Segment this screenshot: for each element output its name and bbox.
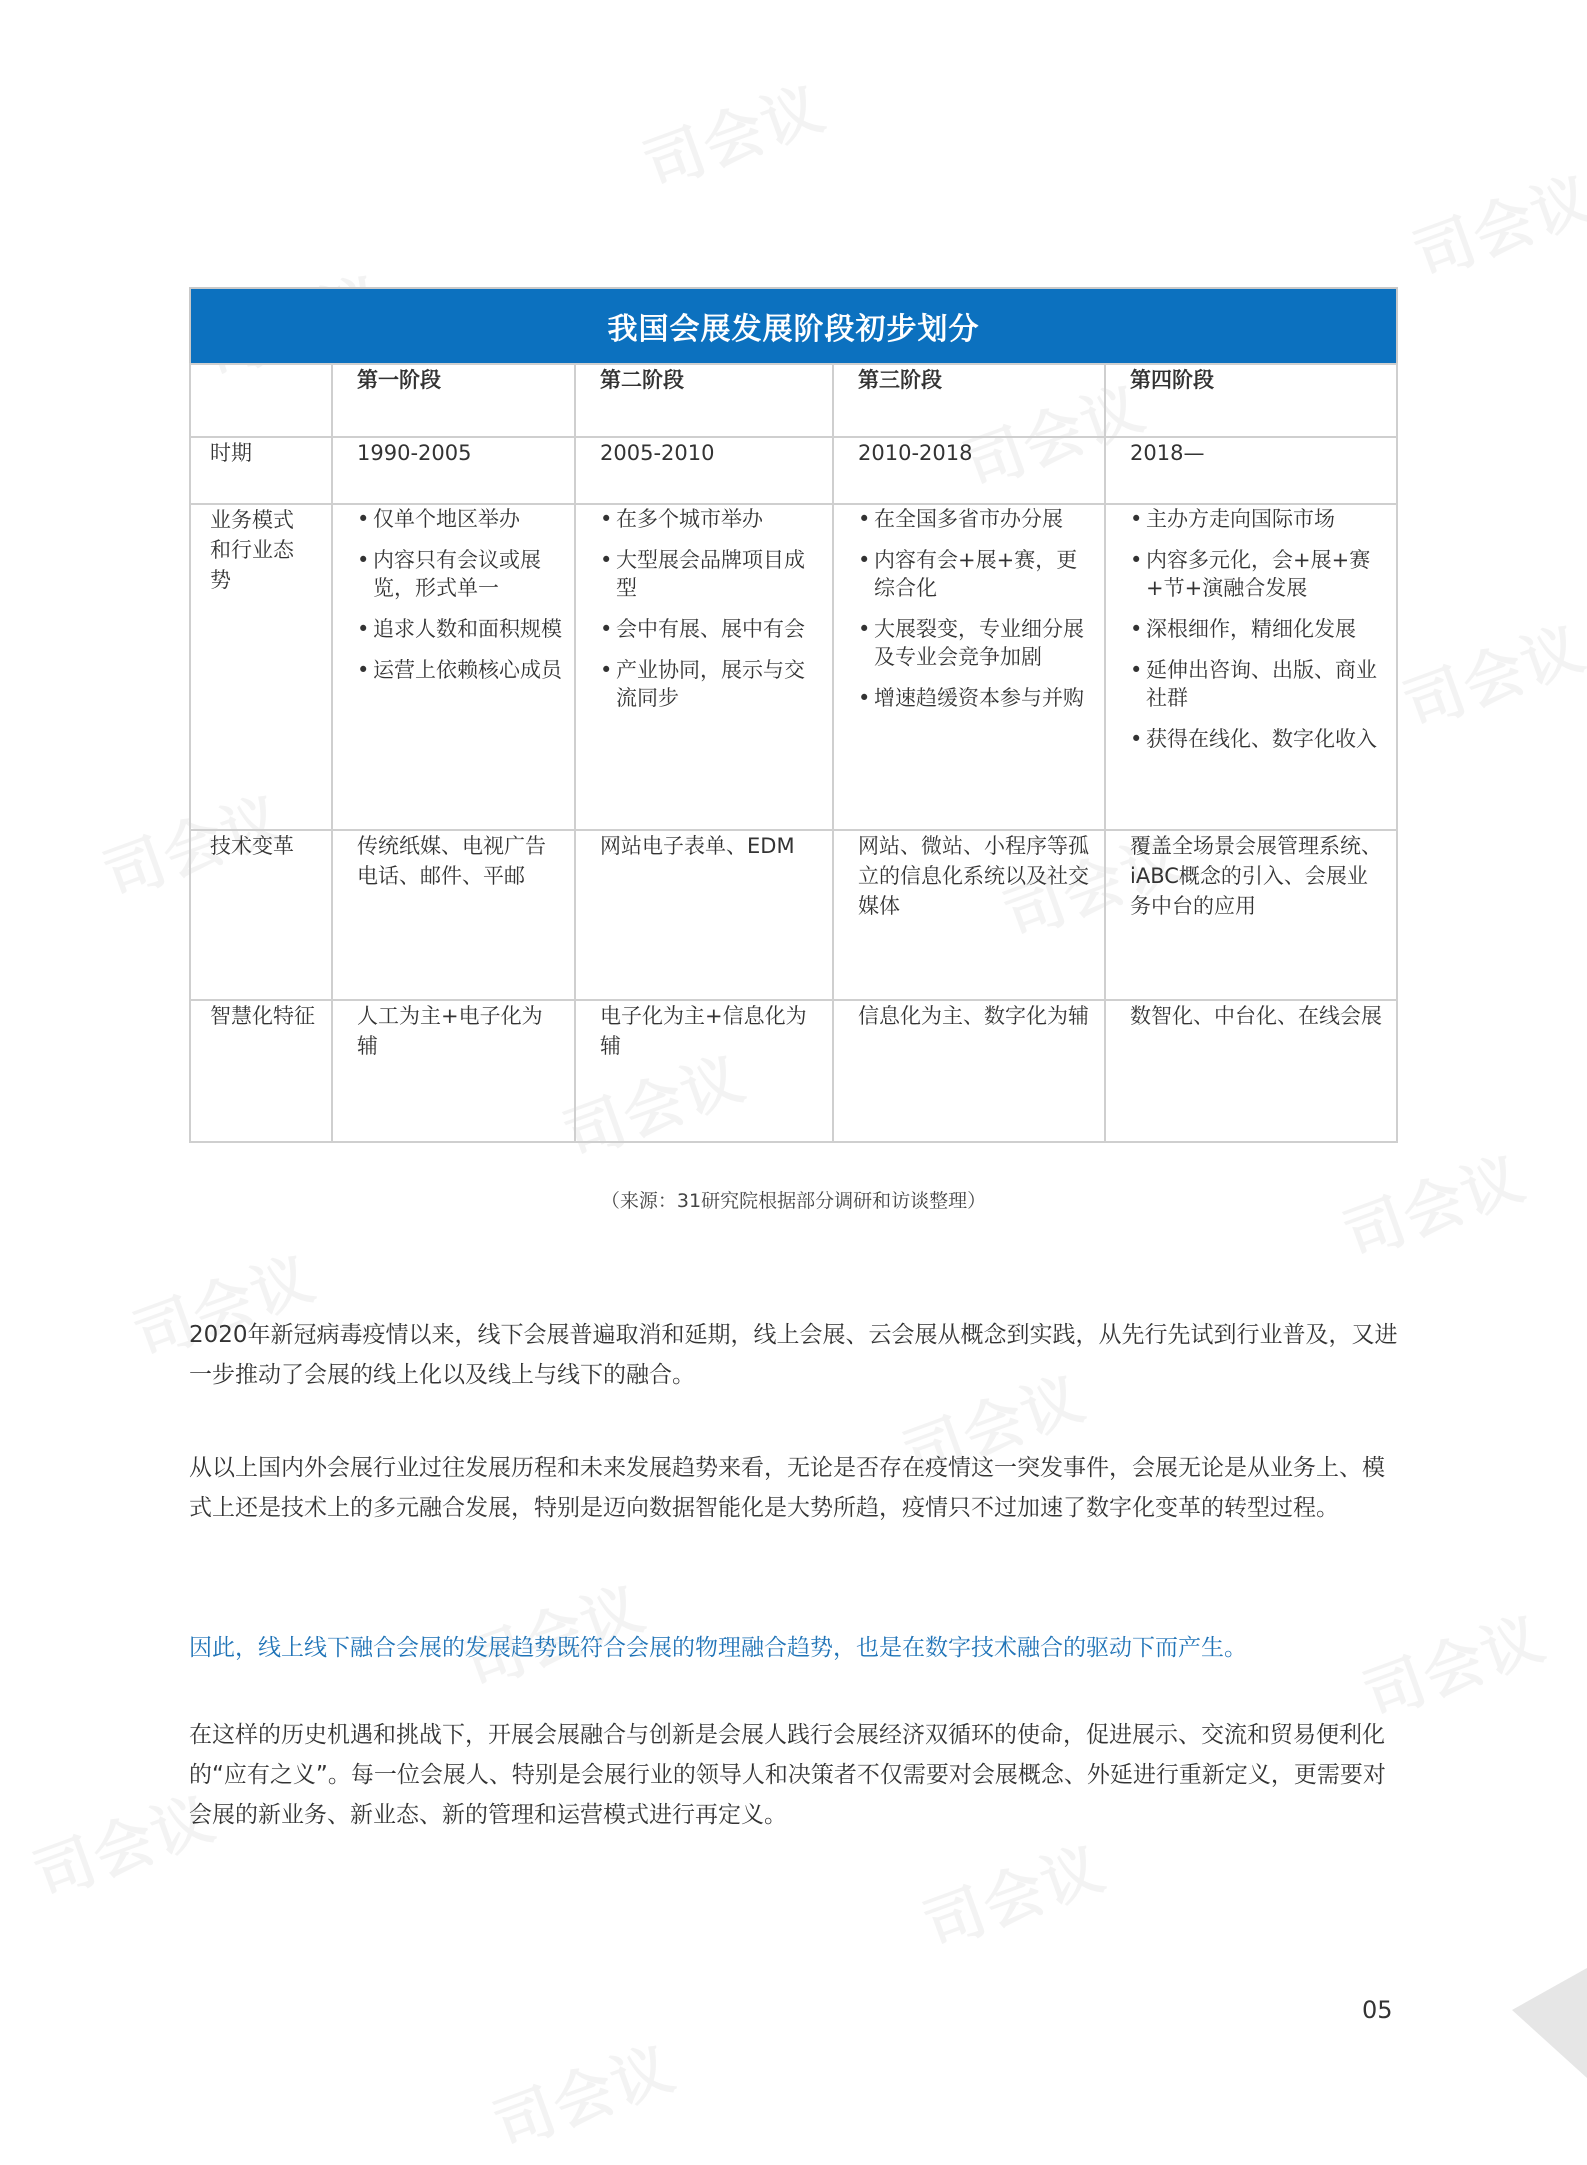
- table-title: 我国会展发展阶段初步划分: [190, 288, 1397, 364]
- period-cell: 1990-2005: [332, 437, 575, 504]
- bullet-item: • 仅单个地区举办: [357, 505, 562, 533]
- business-cell: [575, 504, 833, 830]
- bullet-list: [1130, 505, 1384, 753]
- stage-header: 第一阶段: [332, 364, 575, 437]
- table-row: [190, 437, 1397, 504]
- bullet-item: • 追求人数和面积规模: [357, 615, 562, 643]
- bullet-item: • 深根细作，精细化发展: [1130, 615, 1384, 643]
- empty-corner-cell: [190, 364, 332, 437]
- stage-header: 第四阶段: [1105, 364, 1397, 437]
- intelligence-cell: 电子化为主+信息化为辅: [575, 1000, 833, 1142]
- body-paragraph: 在这样的历史机遇和挑战下，开展会展融合与创新是会展人践行会展经济双循环的使命，促进展示、交流和贸易便利化的“应有之义”。每一位会展人、特别是会展行业的领导人和决策者不仅需要对会展概念、外延进行重新定义，更需要对会展的新业务、新业态、新的管理和运营模式进行再定义。: [189, 1722, 1386, 1828]
- watermark-text: [1391, 601, 1587, 745]
- row-label-intelligence: 智慧化特征: [190, 1000, 332, 1142]
- row-label-period: 时期: [190, 437, 332, 504]
- bullet-item: • 主办方走向国际市场: [1130, 505, 1384, 533]
- business-cell: [1105, 504, 1397, 830]
- highlight-paragraph: 因此，线上线下融合会展的发展趋势既符合会展的物理融合趋势，也是在数字技术融合的驱动下而产生。: [189, 1635, 1247, 1661]
- bullet-item: • 内容有会+展+赛，更综合化: [858, 546, 1092, 602]
- bullet-item: • 内容多元化，会+展+赛+节+演融合发展: [1130, 546, 1384, 602]
- stage-header: 第二阶段: [575, 364, 833, 437]
- intelligence-cell: 人工为主+电子化为辅: [332, 1000, 575, 1142]
- bullet-item: • 增速趋缓资本参与并购: [858, 684, 1092, 712]
- watermark-text: [631, 61, 835, 205]
- page-number: 05: [1362, 1996, 1393, 2024]
- bullet-item: • 大型展会品牌项目成型: [600, 546, 820, 602]
- tech-cell: 网站、微站、小程序等孤立的信息化系统以及社交媒体: [833, 830, 1105, 1000]
- table-row: [190, 1000, 1397, 1142]
- bullet-item: • 产业协同，展示与交流同步: [600, 656, 820, 712]
- tech-cell: 传统纸媒、电视广告电话、邮件、平邮: [332, 830, 575, 1000]
- bullet-item: • 运营上依赖核心成员: [357, 656, 562, 684]
- bullet-item: • 获得在线化、数字化收入: [1130, 725, 1384, 753]
- bullet-item: • 大展裂变，专业细分展及专业会竞争加剧: [858, 615, 1092, 671]
- stage-header-row: [190, 364, 1397, 437]
- bullet-item: • 在全国多省市办分展: [858, 505, 1092, 533]
- period-cell: 2010-2018: [833, 437, 1105, 504]
- intelligence-cell: 信息化为主、数字化为辅: [833, 1000, 1105, 1142]
- table-row: [190, 504, 1397, 830]
- page-corner-triangle-icon: [1512, 1968, 1587, 2078]
- business-cell: [332, 504, 575, 830]
- intelligence-cell: 数智化、中台化、在线会展: [1105, 1000, 1397, 1142]
- watermark-text: [1401, 151, 1587, 295]
- period-cell: 2005-2010: [575, 437, 833, 504]
- row-label-business: 业务模式和行业态势: [190, 504, 332, 830]
- bullet-item: • 会中有展、展中有会: [600, 615, 820, 643]
- row-label-tech: 技术变革: [190, 830, 332, 1000]
- bullet-item: • 内容只有会议或展览，形式单一: [357, 546, 562, 602]
- bullet-item: • 延伸出咨询、出版、商业社群: [1130, 656, 1384, 712]
- body-paragraph: 从以上国内外会展行业过往发展历程和未来发展趋势来看，无论是否存在疫情这一突发事件，会展无论是从业务上、模式上还是技术上的多元融合发展，特别是迈向数据智能化是大势所趋，疫情只不过加速了数字化变革的转型过程。: [189, 1455, 1385, 1521]
- stage-header: 第三阶段: [833, 364, 1105, 437]
- bullet-list: [858, 505, 1092, 712]
- body-paragraph: 2020年新冠病毒疫情以来，线下会展普遍取消和延期，线上会展、云会展从概念到实践，从先行先试到行业普及，又进一步推动了会展的线上化以及线上与线下的融合。: [189, 1322, 1398, 1388]
- tech-cell: 网站电子表单、EDM: [575, 830, 833, 1000]
- table-row: [190, 830, 1397, 1000]
- period-cell: 2018—: [1105, 437, 1397, 504]
- bullet-list: [600, 505, 820, 712]
- watermark-text: [481, 2021, 685, 2165]
- stage-division-table: [189, 287, 1398, 1143]
- bullet-item: • 在多个城市举办: [600, 505, 820, 533]
- source-note: （来源：31研究院根据部分调研和访谈整理）: [600, 1190, 987, 1212]
- business-cell: [833, 504, 1105, 830]
- tech-cell: 覆盖全场景会展管理系统、iABC概念的引入、会展业务中台的应用: [1105, 830, 1397, 1000]
- bullet-list: [357, 505, 562, 684]
- watermark-text: [911, 1821, 1115, 1965]
